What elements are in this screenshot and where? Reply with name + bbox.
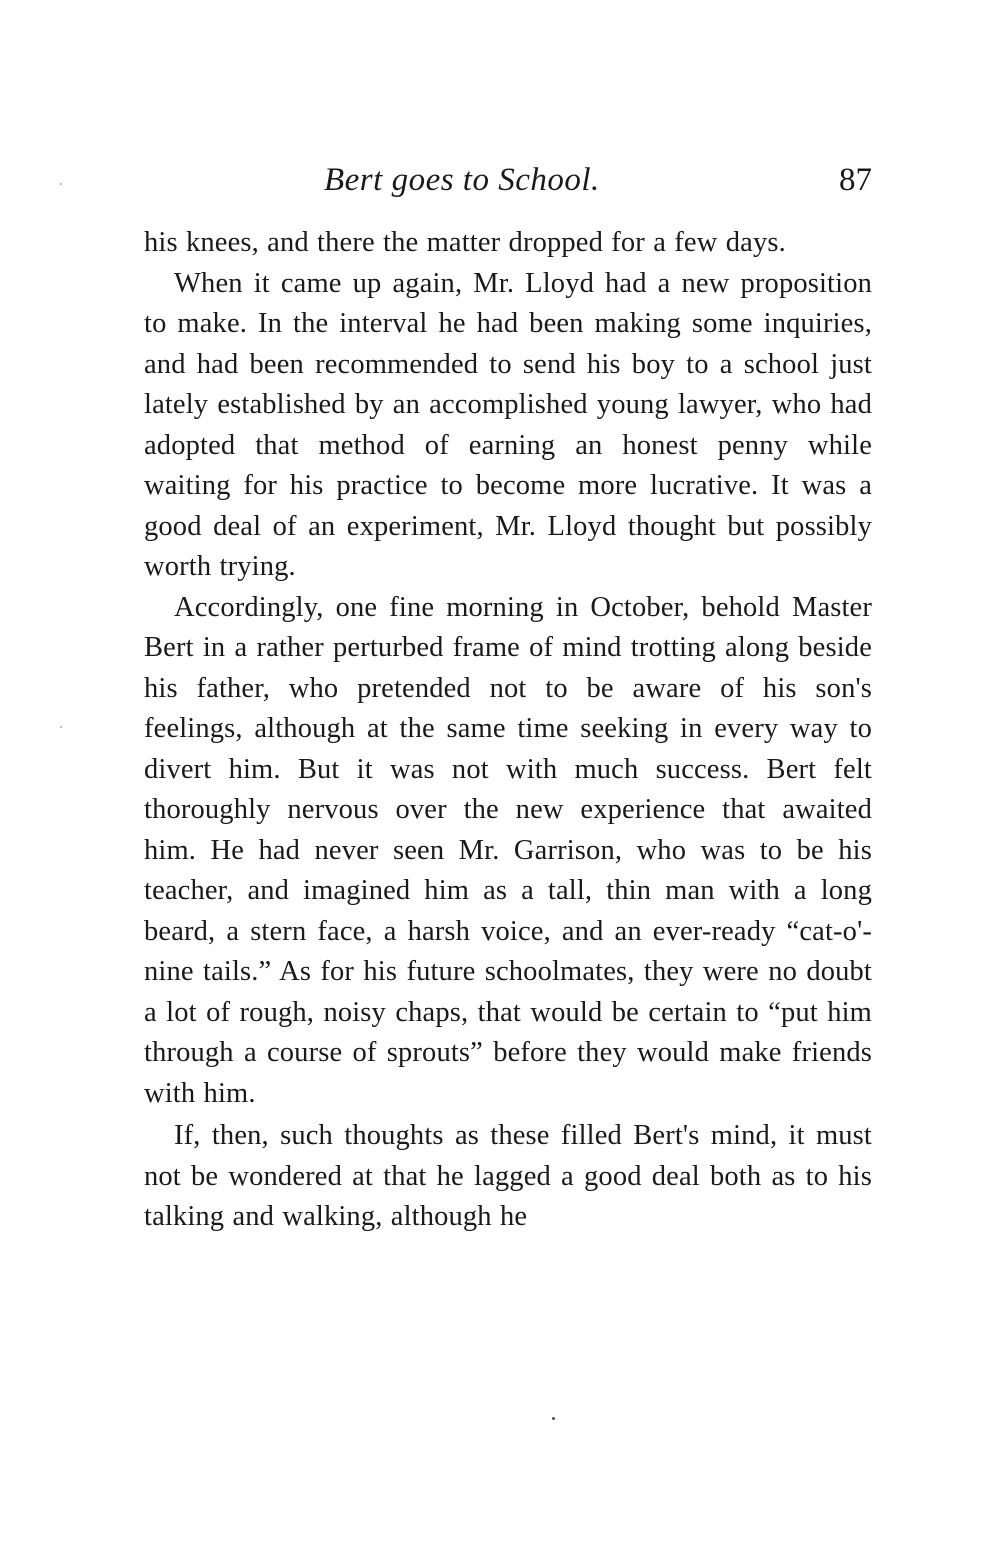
paragraph: If, then, such thoughts as these filled Bert's mind, it must not be wondered at that he lagged a good deal both as to his talking and walking, although he — [144, 1120, 872, 1232]
print-speck — [60, 726, 62, 728]
print-speck — [552, 1417, 555, 1420]
running-title: Bert goes to School. — [324, 162, 600, 198]
print-speck — [60, 183, 62, 185]
paragraph: When it came up again, Mr. Lloyd had a new proposition to make. In the interval he had been making some inquiries, and had been recommended to send his boy to a school just lately established by an accomplished young lawyer, who had adopted that method of earning an honest penny while waiting for his practice to become more lucrative. It was a good deal of an experiment, Mr. Lloyd thought but possibly worth trying. — [144, 267, 872, 582]
body-text — [144, 223, 872, 1238]
page-number: 87 — [839, 162, 872, 198]
paragraph-continuation: his knees, and there the matter dropped for a few days. — [144, 227, 786, 258]
paragraph: Accordingly, one fine morning in October, behold Master Bert in a rather perturbed frame of mind trotting along beside his father, who pretended not to be aware of his son's feelings, although at the same time seeking in every way to divert him. But it was not with much success. Bert felt thoroughly nervous over the new experience that awaited him. He had never seen Mr. Garrison, who was to be his teacher, and imagined him as a tall, thin man with a long beard, a stern face, a harsh voice, and an ever-ready “cat-o'-nine tails.” As for his future schoolmates, they were no doubt a lot of rough, noisy chaps, that would be certain to “put him through a course of sprouts” before they would make friends with him. — [144, 591, 872, 1109]
running-head — [144, 158, 874, 202]
